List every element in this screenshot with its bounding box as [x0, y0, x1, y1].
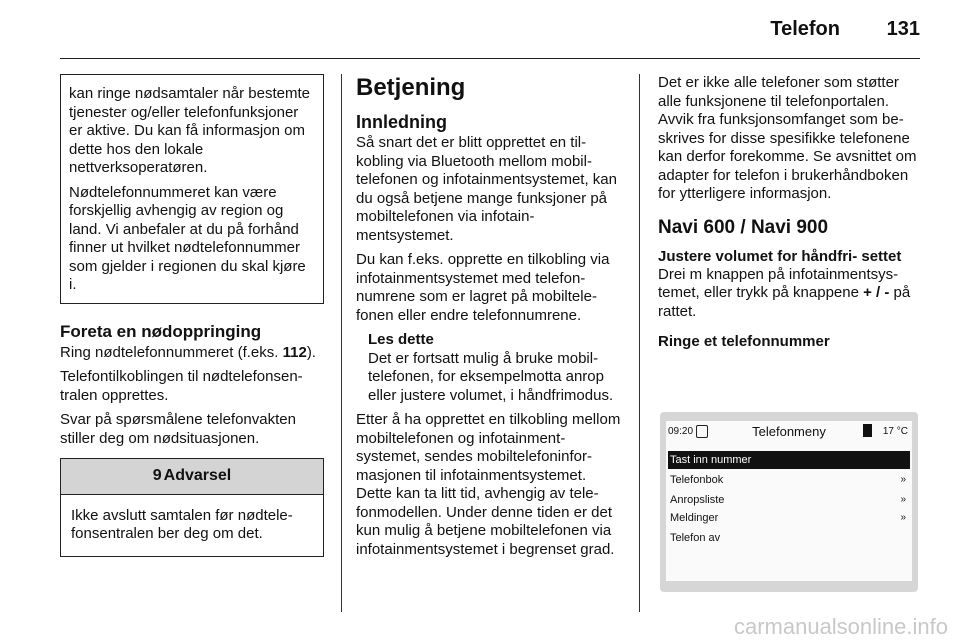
clock: 09:20	[668, 426, 694, 437]
chevron-right-icon: »	[900, 512, 906, 523]
battery-icon	[863, 424, 872, 437]
page-number: 131	[886, 18, 920, 40]
section-heading: Innledning	[356, 112, 447, 132]
info-paragraph: Nødtelefonnummeret kan være forskjellig avhengig av region og land. Vi anbefaler at du på forhånd finner ut hvilket nødtelefonnummer som gjelder i regionen du skal kjøre i.	[69, 183, 306, 293]
menu-item-telefonbok[interactable]: Telefonbok »	[668, 471, 910, 489]
page-title: Telefon	[770, 18, 840, 40]
watermark: carmanualsonline.info	[733, 614, 948, 639]
menu-item-anropsliste[interactable]: Anropsliste »	[668, 491, 910, 509]
paragraph: Drei m knappen på infotainmentsystemet, eller trykk på knappene + / - på rattet.	[658, 265, 911, 320]
subsection-heading: Ringe et telefonnummer	[658, 333, 830, 350]
paragraph: Ring nødtelefonnummeret (f.eks. 112).	[60, 343, 316, 361]
menu-item-tast-inn-nummer[interactable]: Tast inn nummer	[668, 451, 910, 469]
menu-title: Telefonmeny	[752, 424, 826, 439]
display-status-bar	[666, 421, 912, 443]
column-left	[60, 74, 324, 557]
section-heading: Navi 600 / Navi 900	[658, 216, 829, 238]
column-divider	[341, 74, 342, 612]
menu-item-meldinger[interactable]: Meldinger »	[668, 509, 910, 527]
menu-item-telefon-av[interactable]: Telefon av	[670, 532, 721, 544]
paragraph: Det er ikke alle telefoner som støtter alle funksjonene til telefonportalen. Avvik fra funksjonsomfanget som beskrives for disse spesifikke telefonene kan derfor forekomme. Se avsnittet om adapter for telefon i brukerhåndboken for ytterligere informasjon.	[658, 74, 917, 202]
paragraph: Telefontilkoblingen til nødtelefonsentralen opprettes.	[60, 368, 303, 404]
warning-box	[60, 458, 324, 557]
paragraph: Du kan f.eks. opprette en tilkobling via infotainmentsystemet med telefonnumrene som er lagret på mobiltelefonen eller endre telefonnumrene.	[356, 251, 610, 324]
header-rule	[60, 58, 920, 59]
column-middle	[356, 74, 622, 565]
paragraph: Så snart det er blitt opprettet en tilkobling via Bluetooth mellom mobiltelefonen og infotainmentsystemet, kan du også betjene mange funksjoner på mobiltelefonen via infotainmentsystemet.	[356, 134, 617, 244]
display-screen	[666, 421, 912, 581]
info-paragraph: kan ringe nødsamtaler når bestemte tjenester og/eller telefonfunksjoner er aktive. Du kan få informasjon om dette hos den lokale nettverksoperatøren.	[69, 85, 310, 176]
warning-title: Advarsel	[163, 467, 232, 484]
rotary-knob-icon: m	[689, 265, 703, 283]
paragraph: Svar på spørsmålene telefonvakten stiller deg om nødsituasjonen.	[60, 411, 296, 447]
chapter-heading: Betjening	[356, 74, 466, 101]
section-heading: Foreta en nødoppringing	[60, 321, 262, 341]
column-divider	[639, 74, 640, 612]
note-body: Det er fortsatt mulig å bruke mobiltelefonen, for eksempelmotta anrop eller justere volumet, i håndfrimodus.	[368, 349, 614, 404]
display-screenshot	[660, 412, 918, 592]
chevron-right-icon: »	[900, 494, 906, 505]
note-title: Les dette	[368, 331, 434, 348]
chevron-right-icon: »	[900, 474, 906, 485]
column-right	[658, 74, 922, 351]
page-header	[0, 0, 960, 62]
warning-header	[61, 459, 323, 495]
temperature: 17 °C	[882, 426, 908, 437]
warning-body: Ikke avslutt samtalen før nødtelefonsentralen ber deg om det.	[71, 506, 293, 542]
note-block	[368, 331, 622, 405]
warning-icon: 9	[152, 467, 162, 484]
paragraph: Etter å ha opprettet en tilkobling mellom mobiltelefonen og infotainmentsystemet, sendes mobiltelefoninformasjonen til infotainmentsystemet. Dette kan ta litt tid, avhengig av telefonmodellen. Under denne tiden er det kun mulig å betjene mobiltelefonen via infotainmentsystemet i begrenset grad.	[356, 411, 621, 558]
subsection-heading: Justere volumet for håndfri- settet	[658, 247, 902, 265]
info-box	[60, 74, 324, 304]
